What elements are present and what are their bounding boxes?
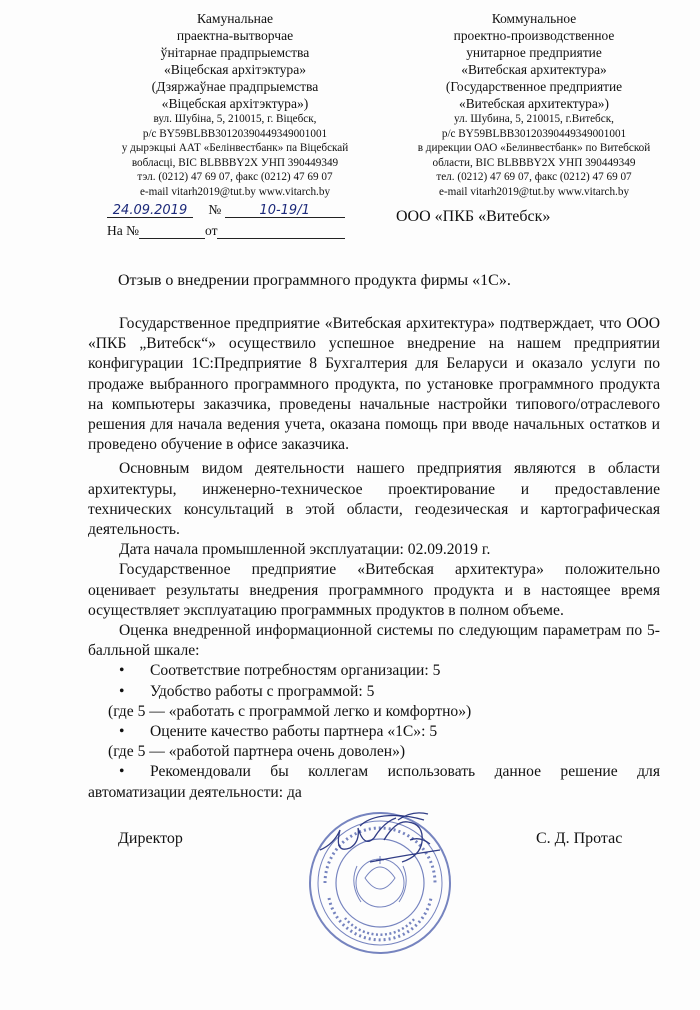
bullet-mark: •: [119, 662, 125, 680]
list-item-text: Соответствие потребностям организации: 5: [150, 662, 441, 680]
header-left-line: праектна-вытворчае: [176, 28, 294, 43]
signatory-position: Директор: [118, 830, 183, 847]
header-right-detail: ул. Шубина, 5, 210015, г.Витебск,: [454, 113, 614, 125]
header-right-line: унитарное предприятие: [466, 45, 602, 60]
header-left-line: «Віцебская архітэктура»: [163, 62, 307, 77]
header-right-detail: в дирекции ОАО «Белинвестбанк» по Витебской: [417, 142, 651, 155]
letterhead-belarusian: [85, 10, 385, 200]
bullet-mark: •: [119, 763, 125, 781]
registration-date: 24.09.2019: [112, 203, 188, 218]
header-left-line: «Віцебская архітэктура»): [161, 96, 309, 111]
list-item-text: Удобство работы с программой: 5: [150, 682, 375, 700]
list-item-text: Оцените качество работы партнера «1С»: 5: [150, 723, 438, 741]
letterhead-russian: [378, 10, 690, 200]
list-item-note: (где 5 — «работать с программой легко и комфортно»): [108, 702, 472, 720]
list-item-note: (где 5 — «работой партнера очень доволен»): [108, 743, 406, 761]
header-left-line: Камунальнае: [196, 11, 274, 26]
header-right-line: проектно-производственное: [453, 28, 615, 43]
registration-date-field: [107, 202, 193, 218]
bullet-mark: •: [119, 723, 125, 741]
paragraph-start-date: Дата начала промышленной эксплуатации: 02.09.2019 г.: [119, 541, 491, 559]
list-item: [88, 661, 660, 681]
reference-from-label: от: [205, 223, 218, 238]
header-left-detail: вобласці, BIC BLBBBY2X УНП 390449349: [131, 156, 339, 169]
list-item: [88, 722, 660, 742]
letter-body: [88, 314, 660, 803]
handwritten-signature: [300, 800, 490, 890]
registration-number-field: [225, 202, 345, 218]
header-left-line: (Дзяржаўнае прадпрыемства: [151, 79, 319, 94]
reference-line: [107, 223, 350, 241]
list-item-text: Рекомендовали бы коллегам использовать данное решение для автоматизации деятельности: да: [88, 763, 660, 801]
list-item: [88, 682, 660, 702]
header-right-detail: e-mail vitarh2019@tut.by www.vitarch.by: [438, 185, 630, 198]
paragraph-activity: Основным видом деятельности нашего предприятия являются в области архитектуры, инженерно-техническое проектирование и предоставление технических консультаций в этой области, геодезическая и картографическая деятельность.: [88, 460, 660, 539]
header-right-line: Коммунальное: [491, 11, 577, 26]
header-right-line: (Государственное предприятие: [445, 79, 623, 94]
header-right-line: «Витебская архитектура»: [461, 62, 607, 77]
bullet-mark: •: [119, 682, 125, 700]
registration-line: [107, 202, 350, 220]
header-right-line: «Витебская архитектура»): [459, 96, 609, 111]
registration-number: 10-19/1: [259, 203, 310, 218]
letter-title: Отзыв о внедрении программного продукта фирмы «1С».: [118, 272, 511, 289]
header-left-detail: тэл. (0212) 47 69 07, факс (0212) 47 69 07: [137, 171, 333, 184]
header-left-detail: р/с BY59BLBB30120390449349001001: [142, 127, 328, 140]
recipient: ООО «ПКБ «Витебск»: [396, 208, 551, 225]
paragraph-confirmation: Государственное предприятие «Витебская архитектура» подтверждает, что ООО «ПКБ „Витебск“» осуществило успешное внедрение на нашем предприятии конфигурации 1С:Предприятие 8 Бухгалтерия для Беларуси и оказало услуги по продаже выбранного программного продукта, по установке программного продукта на компьютеры заказчика, проведены начальные настройки типового/отраслевого решения для начала ведения учета, оказана помощь при вводе начальных остатков и проведено обучение в офисе заказчика.: [88, 315, 660, 454]
paragraph-evaluation: Государственное предприятие «Витебская архитектура» положительно оценивает результаты внедрения программного продукта и в настоящее время осуществляет эксплуатацию программных продуктов в полном объеме.: [88, 561, 660, 619]
paragraph-criteria: Оценка внедренной информационной системы по следующим параметрам по 5-балльной шкале:: [88, 622, 660, 660]
header-right-detail: области, BIC BLBBBY2X УНП 390449349: [432, 156, 636, 169]
header-right-detail: р/с BY59BLBB30120390449349001001: [441, 127, 627, 140]
signatory-name: С. Д. Протас: [536, 830, 623, 847]
header-left-detail: вул. Шубіна, 5, 210015, г. Віцебск,: [153, 113, 317, 125]
reference-number-field: [139, 223, 205, 239]
header-left-detail: e-mail vitarh2019@tut.by www.vitarch.by: [139, 185, 331, 198]
reference-label: На №: [107, 223, 139, 238]
registration-number-label: №: [208, 202, 222, 217]
list-item-wrapped: [88, 762, 660, 802]
header-left-detail: у дырэкцыі ААТ «Белінвестбанк» па Віцебскай: [121, 142, 349, 155]
header-right-detail: тел. (0212) 47 69 07, факс (0212) 47 69 07: [436, 171, 632, 184]
reference-date-field: [217, 223, 345, 239]
header-left-line: ўнітарнае прадпрыемства: [160, 45, 310, 60]
